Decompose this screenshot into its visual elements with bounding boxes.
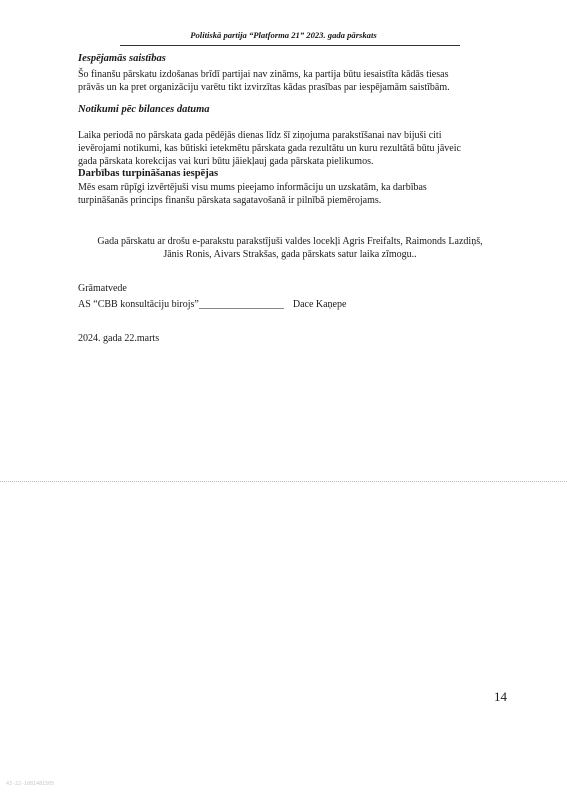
text-line: prāvās un ka pret organizāciju varētu tikt izvirzītas kādas prasības par iespējamām saistībām. (78, 82, 450, 93)
section-heading-going-concern: Darbības turpināšanas iespējas (78, 168, 219, 179)
signature-note (60, 235, 520, 261)
text-line: Laika periodā no pārskata gada pēdējās dienas līdz šī ziņojuma parakstīšanai nav bijuši citi (78, 130, 442, 141)
document-date: 2024. gada 22.marts (78, 333, 160, 344)
section-text-going-concern (78, 181, 488, 207)
header-rule (120, 45, 460, 46)
accountant-name: Dace Kaņepe (292, 299, 347, 310)
section-heading-contingent-liabilities: Iespējamās saistības (78, 53, 166, 64)
text-line: Jānis Ronis, Aivars Strakšas, gada pārskats satur laika zīmogu.. (163, 249, 417, 260)
signature-blank: _________________ (198, 299, 284, 310)
text-line: gada pārskata korekcijas vai kuri būtu jāiekļauj gada pārskata pielikumos. (78, 156, 374, 167)
section-text-contingent-liabilities (78, 68, 488, 94)
footer-code: 43-22-1081481505 (6, 781, 55, 787)
accountant-label: Grāmatvede (78, 283, 127, 294)
text-line: Mēs esam rūpīgi izvērtējuši visu mums pieejamo informāciju un uzskatām, ka darbības (78, 182, 427, 193)
text-line: Gada pārskatu ar drošu e-parakstu parakstījuši valdes locekļi Agris Freifalts, Raimonds Lazdiņš, (97, 236, 483, 247)
section-text-post-balance-events (78, 129, 488, 168)
accountant-company: AS “CBB konsultāciju birojs” (78, 299, 199, 310)
page-divider (0, 481, 567, 482)
section-heading-post-balance-events: Notikumi pēc bilances datuma (78, 104, 210, 115)
accountant-line (78, 298, 346, 311)
text-line: ievērojami notikumi, kas būtiski ietekmētu pārskata gada rezultātu un kuru rezultātā būtu jāveic (78, 143, 461, 154)
text-line: turpināšanās princips finanšu pārskata sagatavošanā ir pilnībā piemērojams. (78, 195, 382, 206)
page-header: Politiskā partija “Platforma 21” 2023. gada pārskats (190, 30, 377, 40)
text-line: Šo finanšu pārskatu izdošanas brīdī partijai nav zināms, ka partija būtu iesaistīta kādās tiesas (78, 69, 449, 80)
page-number: 14 (494, 689, 507, 704)
